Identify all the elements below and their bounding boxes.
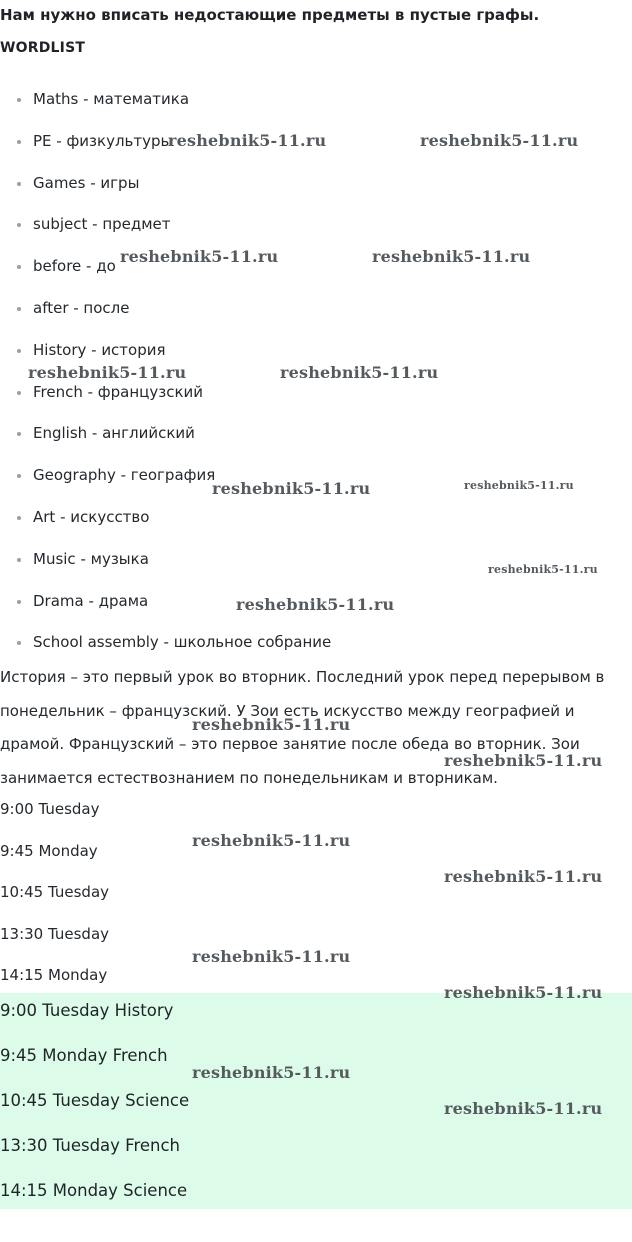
- wordlist-item: Games - игры: [0, 172, 331, 214]
- watermark: reshebnik5-11.ru: [28, 363, 187, 382]
- watermark: reshebnik5-11.ru: [236, 595, 395, 614]
- schedule-item: 10:45 Tuesday: [0, 883, 110, 902]
- watermark: reshebnik5-11.ru: [444, 751, 603, 770]
- watermark: reshebnik5-11.ru: [488, 563, 598, 576]
- watermark: reshebnik5-11.ru: [444, 867, 603, 886]
- wordlist-item: PE - физкультуры: [0, 130, 331, 172]
- watermark: reshebnik5-11.ru: [192, 715, 351, 734]
- watermark: reshebnik5-11.ru: [464, 479, 574, 492]
- watermark: reshebnik5-11.ru: [192, 831, 351, 850]
- answer-item: 9:00 Tuesday History: [0, 1001, 174, 1020]
- schedule-item: 9:00 Tuesday: [0, 800, 100, 818]
- watermark: reshebnik5-11.ru: [192, 947, 351, 966]
- answer-item: 14:15 Monday Science: [0, 1181, 188, 1200]
- watermark: reshebnik5-11.ru: [420, 131, 579, 150]
- answer-item: 10:45 Tuesday Science: [0, 1091, 190, 1110]
- wordlist-item: Maths - математика: [0, 88, 331, 130]
- wordlist-item: History - история: [0, 339, 331, 381]
- watermark: reshebnik5-11.ru: [168, 131, 327, 150]
- instruction-text: Нам нужно вписать недостающие предметы в пустые графы.: [0, 6, 540, 24]
- wordlist-item: Music - музыка: [0, 548, 331, 590]
- watermark: reshebnik5-11.ru: [444, 1099, 603, 1118]
- wordlist-item: Drama - драма: [0, 590, 331, 632]
- answer-list: [0, 999, 189, 1224]
- wordlist-heading: WORDLIST: [0, 40, 86, 56]
- watermark: reshebnik5-11.ru: [120, 247, 279, 266]
- schedule-item: 14:15 Monday: [0, 966, 108, 985]
- watermark: reshebnik5-11.ru: [444, 983, 603, 1002]
- watermark: reshebnik5-11.ru: [212, 479, 371, 498]
- wordlist-item: after - после: [0, 297, 331, 339]
- watermark: reshebnik5-11.ru: [372, 247, 531, 266]
- wordlist-item: before - до: [0, 255, 331, 297]
- wordlist-item: French - французский: [0, 381, 331, 423]
- wordlist-item: Geography - география: [0, 464, 331, 506]
- watermark: reshebnik5-11.ru: [280, 363, 439, 382]
- wordlist-item: Art - искусство: [0, 506, 331, 548]
- answer-item: 9:45 Monday French: [0, 1046, 168, 1065]
- wordlist-item: subject - предмет: [0, 213, 331, 255]
- translation-paragraph: История – это первый урок во вторник. Последний урок перед перерывом в понедельник – французский. У Зои есть искусство между географией и драмой. Французский – это первое занятие после обеда во вторник. Зои занимается естествознанием по понедельникам и вторникам.: [0, 668, 605, 787]
- schedule-list: [0, 798, 109, 1006]
- answer-item: 13:30 Tuesday French: [0, 1136, 181, 1155]
- watermark: reshebnik5-11.ru: [192, 1063, 351, 1082]
- schedule-item: 9:45 Monday: [0, 841, 98, 860]
- wordlist-item: English - английский: [0, 422, 331, 464]
- schedule-item: 13:30 Tuesday: [0, 924, 110, 943]
- wordlist-item: School assembly - школьное собрание: [0, 631, 331, 673]
